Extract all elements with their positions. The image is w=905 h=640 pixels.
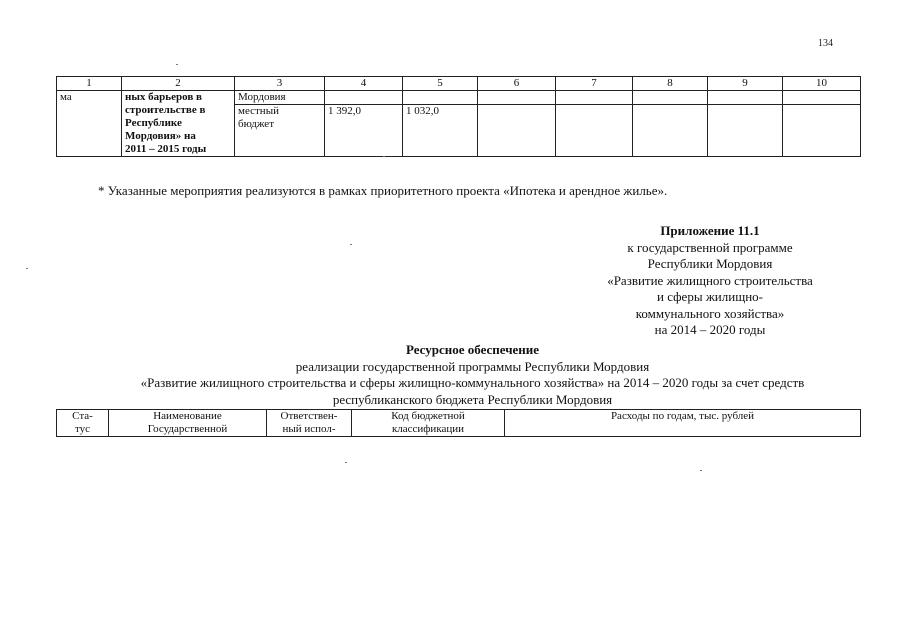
column-number: 7	[556, 77, 633, 91]
column-number: 9	[708, 77, 783, 91]
scan-speck	[26, 268, 28, 269]
budget-code-header: Код бюджетной классификации	[352, 410, 505, 437]
appendix-line: и сферы жилищно-	[657, 289, 763, 304]
resource-title: Ресурсное обеспечение	[405, 342, 540, 357]
appendix-block	[560, 223, 860, 339]
column-number: 6	[478, 77, 556, 91]
appendix-line: «Развитие жилищного строительства	[607, 272, 813, 288]
column-number: 4	[325, 77, 403, 91]
program-name-cell: ных барьеров в строительстве в Республике Мордовия» на 2011 – 2015 годы	[122, 91, 235, 157]
page-number: 134	[818, 38, 833, 49]
column-number: 3	[235, 77, 325, 91]
scan-speck	[176, 64, 178, 65]
appendix-line: к государственной программе	[627, 239, 793, 255]
value-cell: 1 392,0	[325, 105, 403, 157]
expenses-header: Расходы по годам, тыс. рублей	[505, 410, 861, 437]
status-header: Ста- тус	[57, 410, 109, 437]
resource-line: «Развитие жилищного строительства и сферы жилищно-коммунального хозяйства» на 2014 – 2020 годы за счет средств	[140, 375, 805, 390]
footnote: * Указанные мероприятия реализуются в рамках приоритетного проекта «Ипотека и арендное жилье».	[98, 183, 668, 198]
table-row	[57, 91, 861, 105]
scan-speck	[700, 470, 702, 471]
resource-table	[56, 409, 861, 437]
resource-line: реализации государственной программы Республики Мордовия	[295, 358, 650, 374]
status-cell: ма	[57, 91, 122, 157]
column-number: 1	[57, 77, 122, 91]
budget-source-cell: местный бюджет	[235, 105, 325, 157]
column-number: 5	[403, 77, 478, 91]
column-number: 8	[633, 77, 708, 91]
value-cell: 1 032,0	[403, 105, 478, 157]
executor-header: Ответствен- ный испол-	[267, 410, 352, 437]
appendix-title: Приложение 11.1	[660, 223, 760, 238]
column-number: 2	[122, 77, 235, 91]
executor-cell: Мордовия	[235, 91, 325, 105]
resource-title-block	[40, 342, 905, 408]
column-number: 10	[783, 77, 861, 91]
continued-table	[56, 76, 861, 157]
appendix-line: на 2014 – 2020 годы	[654, 322, 766, 337]
scan-speck	[350, 244, 352, 245]
table-header-row	[57, 77, 861, 91]
appendix-line: Республики Мордовия	[647, 256, 773, 271]
scan-speck	[345, 462, 347, 463]
name-header: Наименование Государственной	[109, 410, 267, 437]
resource-line: республиканского бюджета Республики Мордовия	[332, 391, 613, 407]
scan-speck	[383, 156, 385, 157]
appendix-line: коммунального хозяйства»	[635, 305, 785, 321]
table-header-row	[57, 410, 861, 437]
